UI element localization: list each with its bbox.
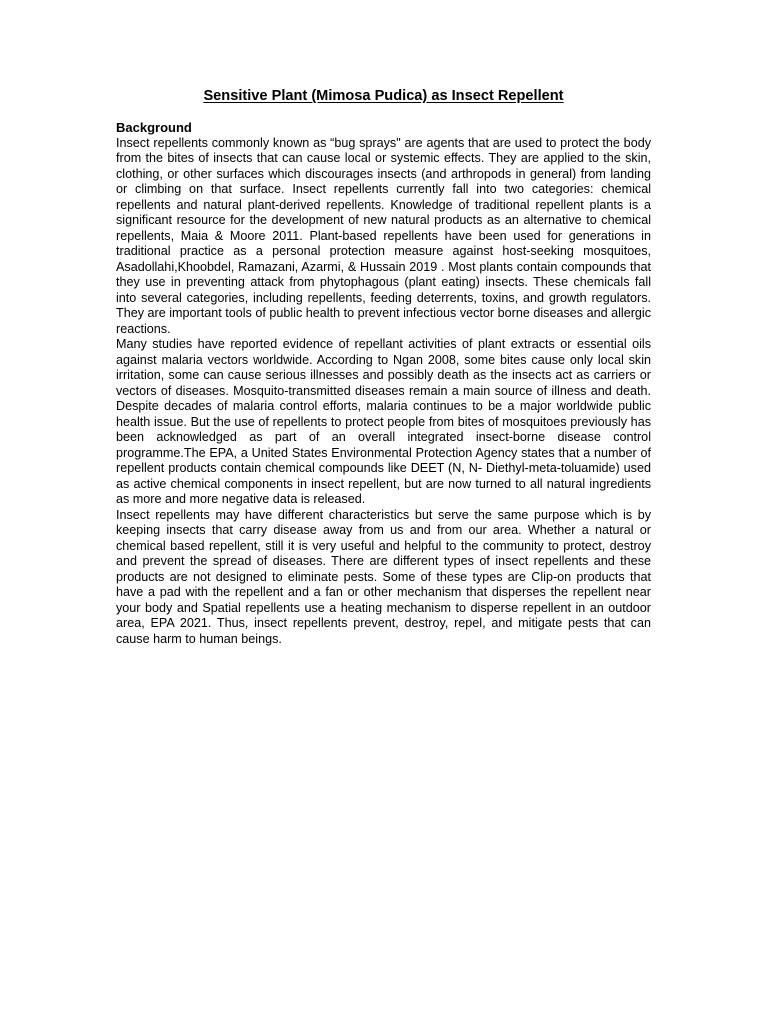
paragraph-3: Insect repellents may have different characteristics but serve the same purpose which is by keeping insects that carry disease away from us and from our area. Whether a natural or chemical based repellent, still it is very useful and helpful to the community to protect, destroy and prevent the spread of diseases. There are different types of insect repellents and these products are not designed to eliminate pests. Some of these types are Clip-on products that have a pad with the repellent and a fan or other mechanism that disperses the repellent near your body and Spatial repellents use a heating mechanism to disperse repellent in an outdoor area, EPA 2021. Thus, insect repellents prevent, destroy, repel, and mitigate pests that can cause harm to human beings. xyxy=(116,507,651,646)
document-title: Sensitive Plant (Mimosa Pudica) as Insect Repellent xyxy=(203,88,564,104)
paragraph-2: Many studies have reported evidence of repellant activities of plant extracts or essential oils against malaria vectors worldwide. According to Ngan 2008, some bites cause only local skin irritation, some can cause serious illnesses and possibly death as the insects act as carriers or vectors of diseases. Mosquito-transmitted diseases remain a main source of illness and death. Despite decades of malaria control efforts, malaria continues to be a major worldwide public health issue. But the use of repellents to protect people from bites of mosquitoes previously has been acknowledged as part of an overall integrated insect-borne disease control programme.The EPA, a United States Environmental Protection Agency states that a number of repellent products contain chemical compounds like DEET (N, N- Diethyl-meta-toluamide) used as active chemical components in insect repellent, but are now turned to all natural ingredients as more and more negative data is released. xyxy=(116,337,651,506)
document-body xyxy=(116,120,651,647)
section-heading-background: Background xyxy=(116,120,192,135)
paragraph-1: Insect repellents commonly known as “bug sprays" are agents that are used to protect the body from the bites of insects that can cause local or systemic effects. They are applied to the skin, clothing, or other surfaces which discourages insects (and arthropods in general) from landing or climbing on that surface. Insect repellents currently fall into two categories: chemical repellents and natural plant-derived repellents. Knowledge of traditional repellent plants is a significant resource for the development of new natural products as an alternative to chemical repellents, Maia & Moore 2011. Plant-based repellents have been used for generations in traditional practice as a personal protection measure against host-seeking mosquitoes, Asadollahi,Khoobdel, Ramazani, Azarmi, & Hussain 2019 . Most plants contain compounds that they use in preventing attack from phytophagous (plant eating) insects. These chemicals fall into several categories, including repellents, feeding deterrents, toxins, and growth regulators. They are important tools of public health to prevent infectious vector borne diseases and allergic reactions. xyxy=(116,135,651,336)
